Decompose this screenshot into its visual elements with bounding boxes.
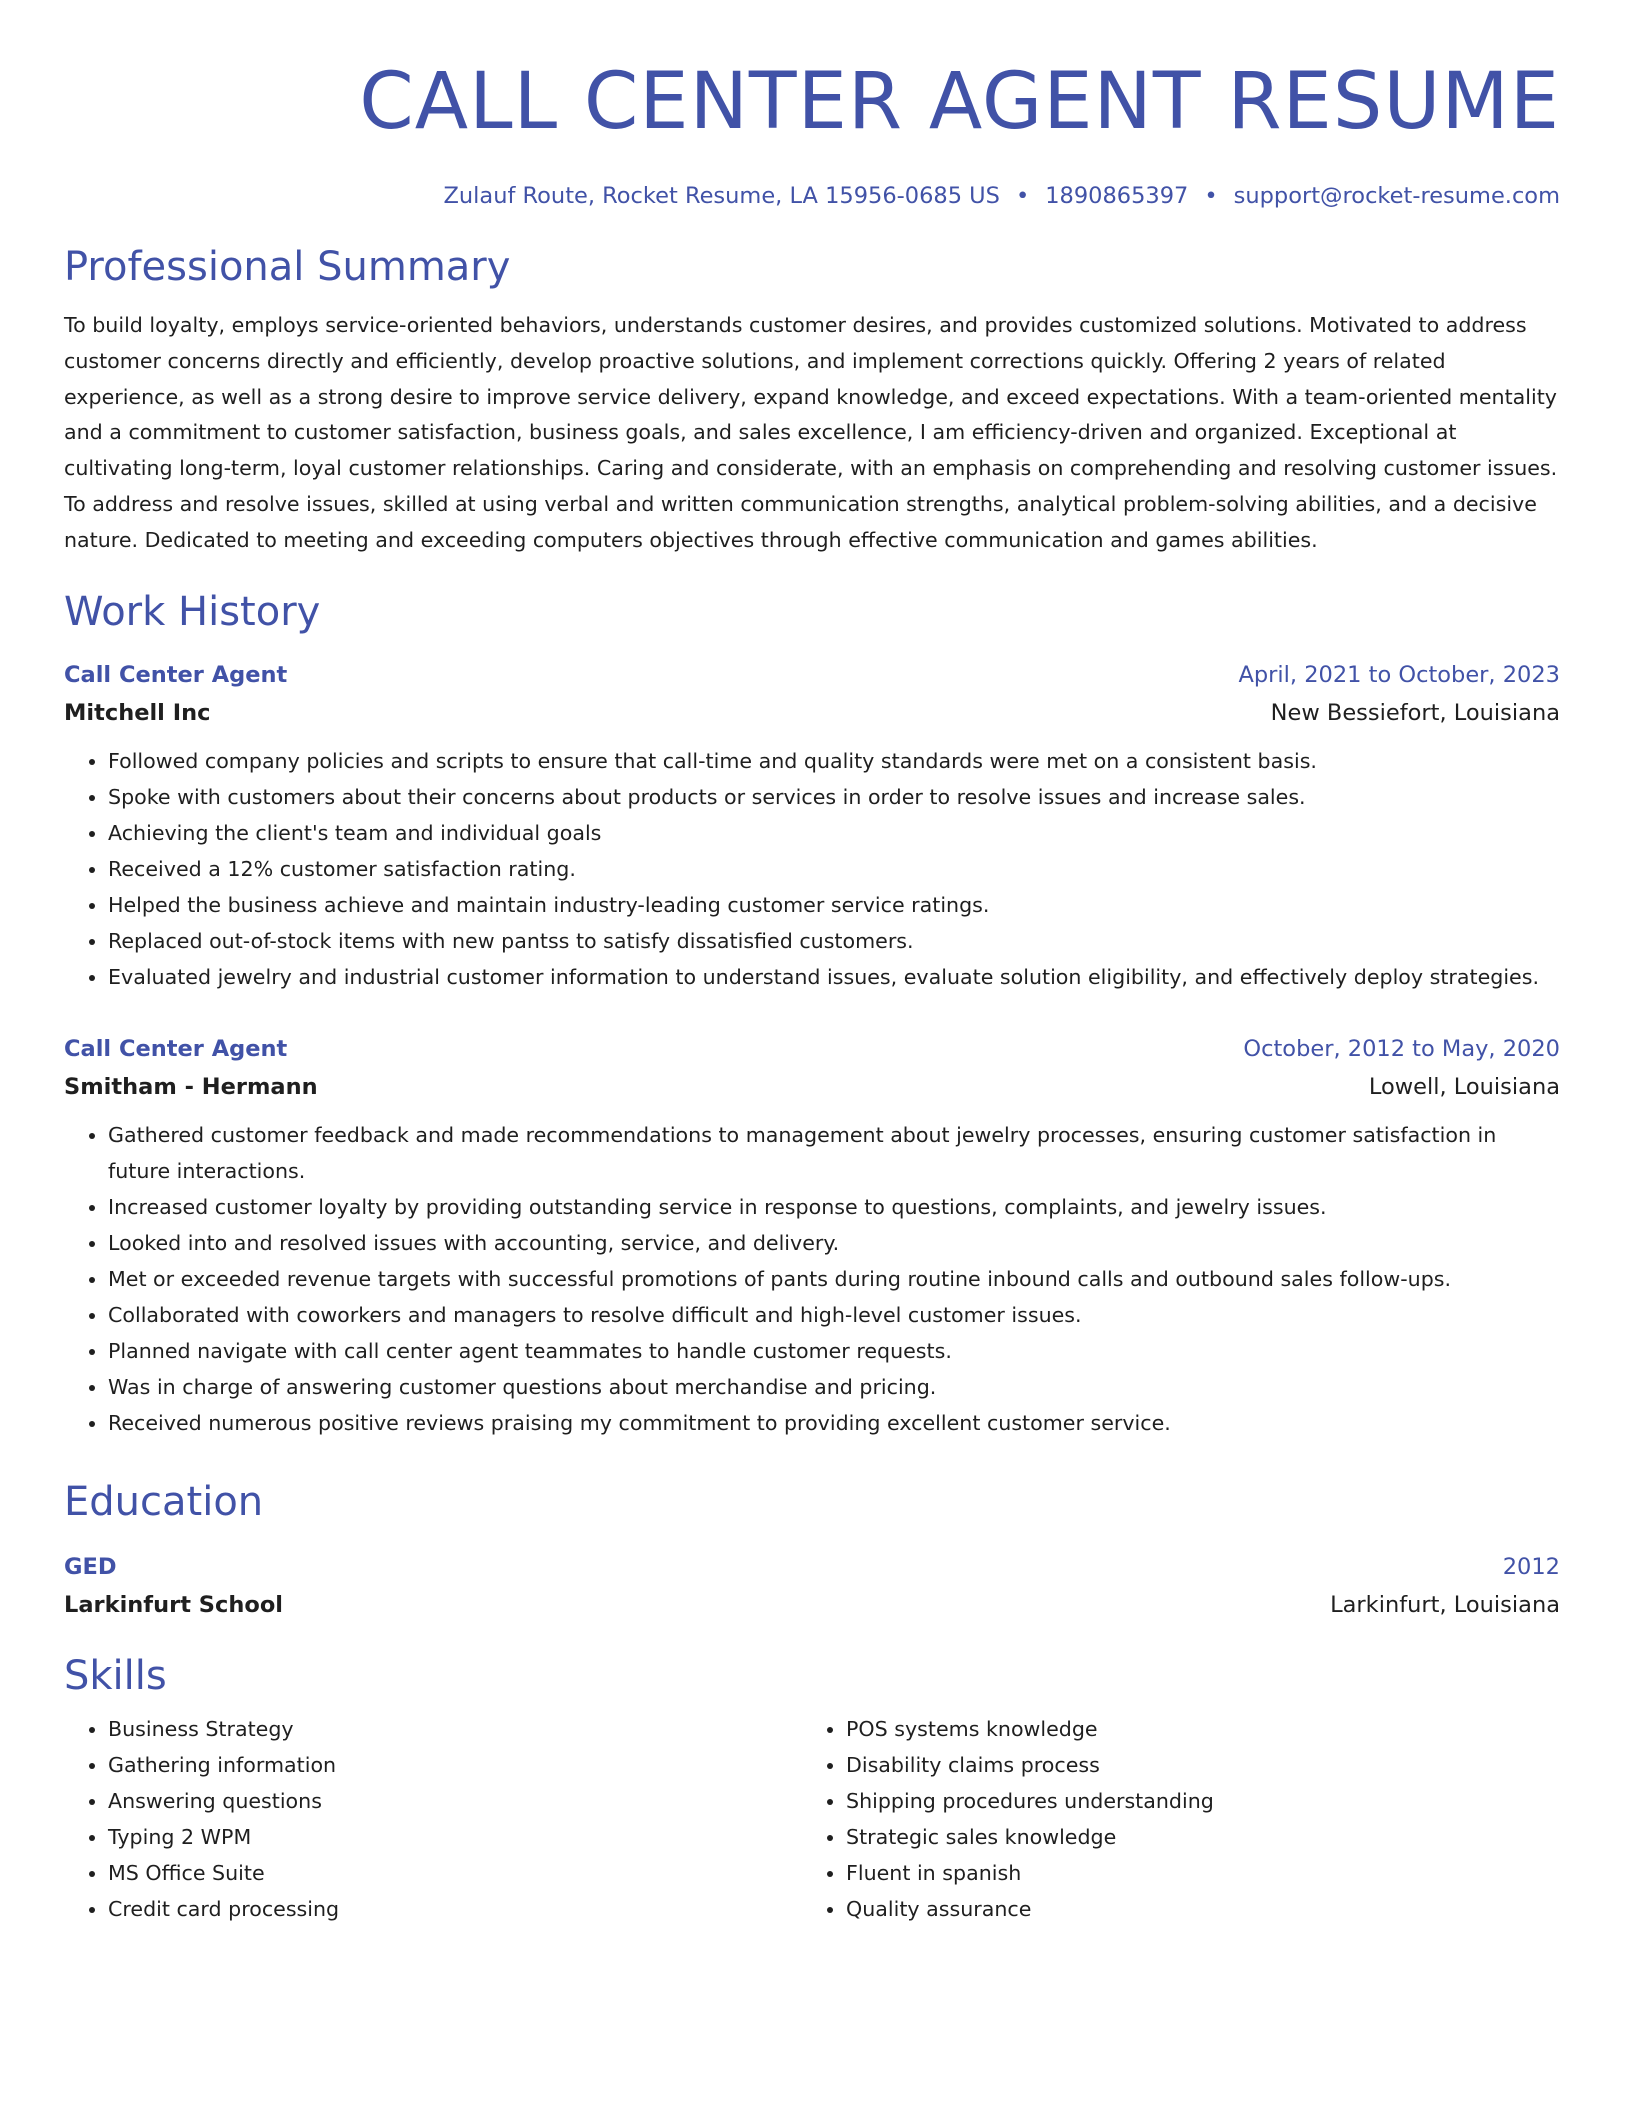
job-bullet: • Received numerous positive reviews praising my commitment to providing excellent customer service.: [108, 1405, 1560, 1441]
skill-item: • Disability claims process: [846, 1747, 1540, 1783]
job-entry: [64, 1031, 1560, 1441]
job-company-row: [64, 693, 1560, 733]
skill-item: • Gathering information: [108, 1747, 802, 1783]
contact-line: [64, 180, 1560, 212]
job-dates: April, 2021 to October, 2023: [1238, 661, 1560, 688]
education-location: Larkinfurt, Louisiana: [1330, 1591, 1560, 1618]
education-degree: GED: [64, 1553, 117, 1580]
education-year: 2012: [1502, 1553, 1560, 1580]
job-company: Smitham - Hermann: [64, 1073, 318, 1100]
resume-title: CALL CENTER AGENT RESUME: [359, 57, 1560, 147]
section-title-summary: Professional Summary: [64, 244, 511, 290]
job-bullet: • Evaluated jewelry and industrial customer information to understand issues, evaluate solution eligibility, and effectively deploy strategies.: [108, 959, 1560, 995]
contact-email[interactable]: support@rocket-resume.com: [1233, 183, 1560, 209]
job-bullet: • Looked into and resolved issues with accounting, service, and delivery.: [108, 1225, 1560, 1261]
job-bullet: • Helped the business achieve and maintain industry-leading customer service ratings.: [108, 887, 1560, 923]
job-bullet: • Replaced out-of-stock items with new pantss to satisfy dissatisfied customers.: [108, 923, 1560, 959]
section-title-work-history: Work History: [64, 588, 321, 635]
skill-item: • Quality assurance: [846, 1891, 1540, 1927]
job-bullet: • Achieving the client's team and individual goals: [108, 815, 1560, 851]
skills-list-left: [64, 1711, 802, 1927]
job-company-row: [64, 1067, 1560, 1107]
resume-header: [64, 0, 1560, 212]
skill-item: • Credit card processing: [108, 1891, 802, 1927]
job-entry: [64, 657, 1560, 995]
job-location: Lowell, Louisiana: [1368, 1073, 1560, 1100]
job-bullet: • Followed company policies and scripts to ensure that call-time and quality standards were met on a consistent basis.: [108, 743, 1560, 779]
job-dates: October, 2012 to May, 2020: [1243, 1035, 1560, 1062]
job-header-row: [64, 1031, 1560, 1067]
skills-list-right: [802, 1711, 1540, 1927]
skill-item: • Business Strategy: [108, 1711, 802, 1747]
job-bullet: • Spoke with customers about their concerns about products or services in order to resolve issues and increase sales.: [108, 779, 1560, 815]
contact-separator: •: [1015, 183, 1030, 209]
job-bullet: • Was in charge of answering customer questions about merchandise and pricing.: [108, 1369, 1560, 1405]
job-role: Call Center Agent: [64, 661, 288, 688]
job-bullet: • Met or exceeded revenue targets with successful promotions of pants during routine inbound calls and outbound sales follow-ups.: [108, 1261, 1560, 1297]
education-entry: [64, 1549, 1560, 1625]
resume-page: [64, 0, 1560, 1927]
skill-item: • Fluent in spanish: [846, 1855, 1540, 1891]
job-bullet: • Received a 12% customer satisfaction rating.: [108, 851, 1560, 887]
job-bullet-list: [64, 1117, 1560, 1441]
job-bullet: • Increased customer loyalty by providing outstanding service in response to questions, complaints, and jewelry issues.: [108, 1189, 1560, 1225]
job-header-row: [64, 657, 1560, 693]
section-title-skills: Skills: [64, 1652, 167, 1699]
education-header-row: [64, 1549, 1560, 1585]
job-bullet: • Planned navigate with call center agent teammates to handle customer requests.: [108, 1333, 1560, 1369]
job-role: Call Center Agent: [64, 1035, 288, 1062]
job-location: New Bessiefort, Louisiana: [1270, 699, 1560, 726]
job-bullet: • Gathered customer feedback and made recommendations to management about jewelry processes, ensuring customer satisfaction in future interactions.: [108, 1117, 1560, 1189]
job-company: Mitchell Inc: [64, 699, 211, 726]
skill-item: • Shipping procedures understanding: [846, 1783, 1540, 1819]
education-school-row: [64, 1585, 1560, 1625]
skill-item: • POS systems knowledge: [846, 1711, 1540, 1747]
job-bullet: • Collaborated with coworkers and managers to resolve difficult and high-level customer issues.: [108, 1297, 1560, 1333]
skill-item: • MS Office Suite: [108, 1855, 802, 1891]
section-title-education: Education: [64, 1478, 264, 1525]
contact-phone: 1890865397: [1045, 183, 1189, 209]
education-school: Larkinfurt School: [64, 1591, 283, 1618]
skill-item: • Answering questions: [108, 1783, 802, 1819]
skill-item: • Strategic sales knowledge: [846, 1819, 1540, 1855]
summary-paragraph: To build loyalty, employs service-oriented behaviors, understands customer desires, and provides customized solutions. Motivated to address customer concerns directly and efficiently, develop proactive solutions, and implement corrections quickly. Offering 2 years of related experience, as well as a strong desire to improve service delivery, expand knowledge, and exceed expectations. With a team-oriented mentality and a commitment to customer satisfaction, business goals, and sales excellence, I am efficiency-driven and organized. Exceptional at cultivating long-term, loyal customer relationships. Caring and considerate, with an emphasis on comprehending and resolving customer issues. To address and resolve issues, skilled at using verbal and written communication strengths, analytical problem-solving abilities, and a decisive nature. Dedicated to meeting and exceeding computers objectives through effective communication and games abilities.: [64, 313, 1558, 552]
contact-address: Zulauf Route, Rocket Resume, LA 15956-0685 US: [443, 183, 1000, 209]
job-bullet-list: [64, 743, 1560, 995]
contact-separator: •: [1204, 183, 1218, 209]
skill-item: • Typing 2 WPM: [108, 1819, 802, 1855]
skills-grid: [64, 1711, 1560, 1927]
